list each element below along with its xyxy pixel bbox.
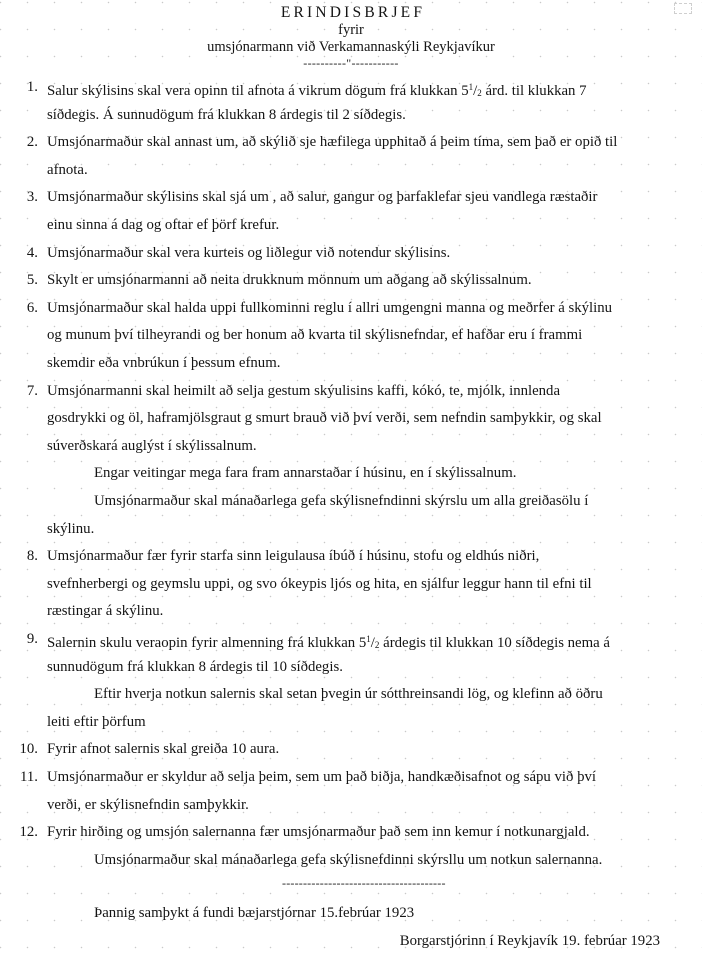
text-row	[0, 602, 702, 620]
rule-text: Umsjónarmaður skal halda uppi fullkominni reglu í allri umgengni manna og meðrfer á skýlinu	[47, 299, 613, 316]
text-row	[0, 244, 702, 262]
rule-number: 11.	[20, 769, 38, 785]
rule-text: Umsjónarmaður er skyldur að selja þeim, sem um það biðja, handkæðisafnot og sápu við því	[47, 769, 597, 785]
rule-text-continued: afnota.	[47, 161, 88, 178]
rule-number: 10.	[19, 741, 38, 758]
rule-paragraph: Eftir hverja notkun salernis skal setan þvegin úr sótthreinsandi lög, og klefinn að öðru	[94, 686, 603, 703]
rule-text-continued: síðdegis. Á sunnudögum frá klukkan 8 árdegis til 2 síðdegis.	[47, 106, 406, 123]
rule-number: 8.	[26, 548, 38, 565]
header-fyrir: fyrir	[338, 22, 364, 38]
rule-text: Umsjónarmaður skal annast um, að skýlið sje hæfilega upphitað á þeim tíma, sem það er opið til	[47, 134, 618, 151]
text-row	[0, 437, 702, 455]
text-row	[0, 382, 702, 400]
document-title: ERINDISBRJEF	[280, 4, 426, 21]
rule-text: Umsjónarmaður skýlisins skal sjá um , að salur, gangur og þarfaklefar sjeu vandlega ræstaðir	[47, 189, 598, 206]
rule-text: Umsjónarmaður fær fyrir starfa sinn leigulausa íbúð í húsinu, stofu og eldhús niðri,	[47, 548, 540, 565]
rule-paragraph: Engar veitingar mega fara fram annarstaðar í húsinu, en í skýlissalnum.	[94, 465, 517, 482]
rule-text-continued: og munum því tilheyrandi og ber honum að kvarta til skýlisnefndar, ef hafðar eru í frammi	[47, 327, 583, 344]
rule-paragraph: leiti eftir þörfum	[47, 713, 146, 730]
text-row	[0, 575, 702, 593]
text-row	[0, 768, 702, 786]
rule-text-continued: súverðskará auglýst í skýlissalnum.	[47, 437, 257, 454]
text-row	[0, 299, 702, 317]
rule-text: Umsjónarmanni skal heimilt að selja gestum skýulisins kaffi, kókó, te, mjólk, innlenda	[47, 382, 561, 399]
text-row	[0, 796, 702, 814]
rule-paragraph: Umsjónarmaður skal mánaðarlega gefa skýlisnefdinni skýrsllu um notkun salernanna.	[94, 851, 603, 868]
rule-text-continued: verði, er skýlisnefndin samþykkir.	[47, 796, 249, 813]
text-row	[0, 547, 702, 565]
text-row	[0, 326, 702, 344]
rule-number: 12.	[19, 824, 38, 841]
text-row	[0, 630, 702, 651]
rule-number: 5.	[26, 272, 38, 289]
text-row	[0, 409, 702, 427]
text-row	[0, 658, 702, 676]
text-row	[0, 354, 702, 372]
rule-text: Salernin skulu veraopin fyrir almenning frá klukkan $5^1/2$ árdegis til klukkan 10 síðdegis nema á	[47, 634, 610, 651]
rule-text: Umsjónarmaður skal vera kurteis og liðlegur við notendur skýlisins.	[47, 244, 451, 261]
text-row	[0, 713, 702, 731]
text-row	[0, 685, 702, 703]
text-row	[0, 188, 702, 206]
text-row	[0, 851, 702, 869]
text-row	[0, 216, 702, 234]
rule-paragraph: Umsjónarmaður skal mánaðarlega gefa skýlisnefndinni skýrslu um alla greiðasölu í	[94, 493, 589, 509]
text-row	[0, 78, 702, 99]
rule-number: 1.	[26, 79, 38, 95]
rule-number: 9.	[26, 631, 38, 647]
rule-number: 4.	[26, 244, 38, 261]
text-row	[0, 133, 702, 151]
text-row	[0, 271, 702, 289]
document-header	[0, 3, 702, 70]
text-row	[0, 823, 702, 841]
rule-number: 3.	[26, 189, 38, 206]
rule-text: Fyrir afnot salernis skal greiða 10 aura.	[47, 741, 280, 758]
text-row	[0, 520, 702, 538]
approval-line: Þannig samþykt á fundi bæjarstjórnar 15.febrúar 1923	[94, 905, 415, 921]
rule-text-continued: svefnherbergi og geymslu uppi, og svo ókeypis ljós og hita, en sjálfur leggur hann til efni til	[47, 575, 592, 592]
text-row	[0, 740, 702, 758]
rule-number: 7.	[26, 382, 38, 399]
rule-text-continued: skemdir eða vnbrúkun í þessum efnum.	[47, 355, 281, 371]
header-subtitle: umsjónarmann við Verkamannaskýli Reykjavíkur	[207, 39, 495, 55]
header-separator: ----------"-----------	[303, 56, 399, 70]
rule-text-continued: sunnudögum frá klukkan 8 árdegis til 10 síðdegis.	[47, 658, 343, 675]
footer-divider: ---------------------------------------	[282, 876, 446, 890]
rule-text-continued: einu sinna á dag og oftar ef þörf krefur.	[47, 217, 280, 233]
rule-text: Skylt er umsjónarmanni að neita drukknum mönnum um aðgang að skýlissalnum.	[47, 272, 532, 289]
rule-text-continued: gosdrykki og öl, haframjölsgraut g smurt brauð við því verði, sem nefndin samþykkir, og skal	[47, 410, 602, 427]
text-row	[0, 464, 702, 482]
text-row	[0, 492, 702, 510]
signature-line: Borgarstjórinn í Reykjavík 19. febrúar 1923	[399, 933, 660, 949]
text-row	[0, 161, 702, 179]
rule-text-continued: ræstingar á skýlinu.	[47, 603, 164, 620]
rule-text: Salur skýlisins skal vera opinn til afnota á vikrum dögum frá klukkan $5^1/2$ árd. til klukkan 7	[47, 82, 587, 99]
rule-number: 2.	[26, 134, 38, 151]
rule-number: 6.	[26, 299, 38, 316]
rule-paragraph: skýlinu.	[47, 520, 95, 537]
text-row	[0, 106, 702, 124]
rule-text: Fyrir hirðing og umsjón salernanna fær umsjónarmaður það sem inn kemur í notkunargjald.	[47, 824, 590, 841]
